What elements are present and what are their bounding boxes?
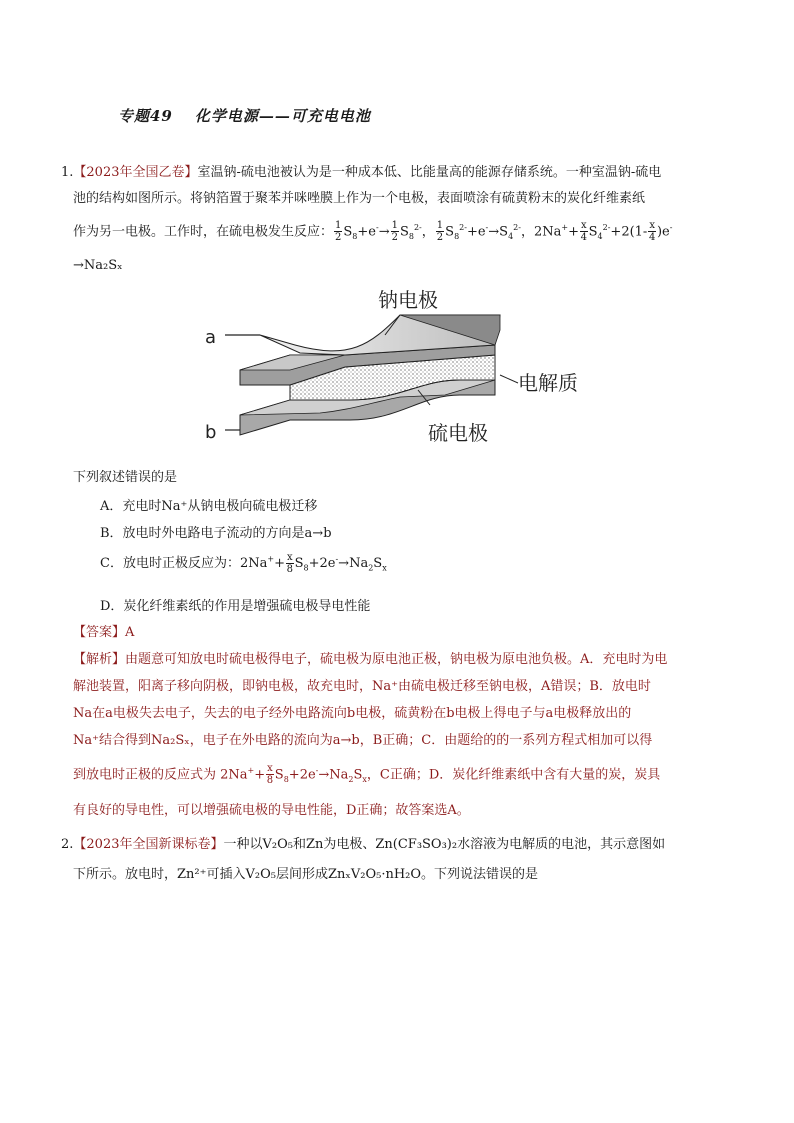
- answer-block: [73, 620, 723, 646]
- answer-value: A: [125, 625, 135, 640]
- source-tag: 【2023年全国乙卷】: [73, 165, 198, 180]
- analysis-text: Na⁺结合得到Na₂Sₓ，电子在外电路的流向为a→b，B正确；C．由题给的的一系列方程式相加可以得: [73, 733, 653, 748]
- analysis-text: 解池装置，阳离子移向阴极，即钠电极，故充电时，Na⁺由硫电极迁移至钠电极，A错误；B．放电时: [73, 679, 651, 694]
- analysis-text: 由题意可知放电时硫电极得电子，硫电极为原电池正极，钠电极为原电池负极。A．充电时为电: [125, 652, 668, 667]
- reaction-product: →Na₂Sₓ: [73, 257, 123, 273]
- analysis-block: 【解析】由题意可知放电时硫电极得电子，硫电极为原电池正极，钠电极为原电池负极。A．充电时为电 解池装置，阳离子移向阴极，即钠电极，故充电时，Na⁺由硫电极迁移至钠电极，A错误；B．放电时 Na在a电极失去电子，失去的电子经外电路流向b电极，硫黄粉在b电极上得电子与a电极释放出的 Na⁺结合得到Na₂Sₓ，电子在外电路的流向为a→b，B正确；C．由题给的的一系列方程式相加可以得 到放电时正极的反应式为 2Na++ $\frac{x}{8}$ $S_8+2e^-\to Na_2S_x$，C正确；D．炭化纤维素纸中含有大量的炭，炭具 有良好的导电性，可以增强硫电极的导电性能，D正确；故答案选A。: [73, 646, 723, 824]
- question-text: 作为另一电极。工作时，在硫电极发生反应：: [73, 224, 334, 240]
- question-1: [61, 160, 723, 279]
- analysis-text: ，C正确；D．炭化纤维素纸中含有大量的炭，炭具: [366, 767, 661, 783]
- question-text: 下所示。放电时，Zn²⁺可插入V₂O₅层间形成ZnₓV₂O₅·nH₂O。下列说法错误的是: [73, 867, 539, 882]
- question-number: 2.: [61, 837, 74, 852]
- label-s-electrode: 硫电极: [428, 421, 488, 445]
- source-tag: 【2023年全国新课标卷】: [73, 837, 224, 852]
- separator: ，: [421, 224, 435, 240]
- option-d: D．炭化纤维素纸的作用是增强硫电极导电性能: [100, 599, 371, 614]
- question-1-stem: [73, 465, 723, 491]
- pointer-electrolyte: [500, 375, 518, 383]
- label-b: b: [205, 422, 217, 443]
- analysis-text: 有良好的导电性，可以增强硫电极的导电性能，D正确；故答案选A。: [73, 802, 470, 818]
- separator: ，: [520, 224, 534, 240]
- option-c: C．放电时正极反应为：2Na++ $\frac{x}{8}$ $S_8+2e^-\to Na_2S_x$: [100, 552, 387, 575]
- analysis-text: 到放电时正极的反应式为: [73, 767, 217, 783]
- question-text: 室温钠-硫电池被认为是一种成本低、比能量高的能源存储系统。一种室温钠-硫电: [197, 165, 662, 180]
- question-text: 池的结构如图所示。将钠箔置于聚苯并咪唑膜上作为一个电极，表面喷涂有硫黄粉末的炭化纤维素纸: [73, 191, 646, 206]
- question-text: 一种以V₂O₅和Zn为电极、Zn(CF₃SO₃)₂水溶液为电解质的电池，其示意图如: [223, 837, 666, 852]
- page-title: [118, 105, 371, 126]
- analysis-text: Na在a电极失去电子，失去的电子经外电路流向b电极，硫黄粉在b电极上得电子与a电极释放出的: [73, 706, 632, 721]
- question-number: 1.: [61, 165, 74, 180]
- question-stem: 下列叙述错误的是: [73, 470, 178, 485]
- label-na-electrode: 钠电极: [378, 288, 438, 312]
- option-a: A．充电时Na⁺从钠电极向硫电极迁移: [100, 499, 318, 514]
- option-c-text: C．放电时正极反应为：: [100, 556, 240, 571]
- title-topic-name: 化学电源——可充电电池: [194, 107, 371, 125]
- label-a: a: [205, 327, 217, 348]
- option-b: B．放电时外电路电子流动的方向是a→b: [100, 526, 332, 541]
- answer-label: 【答案】: [73, 625, 126, 640]
- title-topic-number: 专题49: [118, 107, 173, 125]
- reaction-line: 作为另一电极。工作时，在硫电极发生反应： $\frac{1}{2}$ $S_8+e^-\to$ $\frac{1}{2}$ $S_8^{2-}$， $\frac{1}{2}$ $S_8^{2-}+e^-\to S_4^{2-}$，2Na++ $\frac{x}{4}$ $S_4^{2-}+2(1-$ $\frac{x}{4}$ )e-: [73, 220, 673, 244]
- question-2: [61, 830, 723, 890]
- label-electrolyte: 电解质: [518, 371, 578, 395]
- analysis-label: 【解析】: [73, 652, 126, 667]
- battery-structure-diagram: [200, 285, 620, 455]
